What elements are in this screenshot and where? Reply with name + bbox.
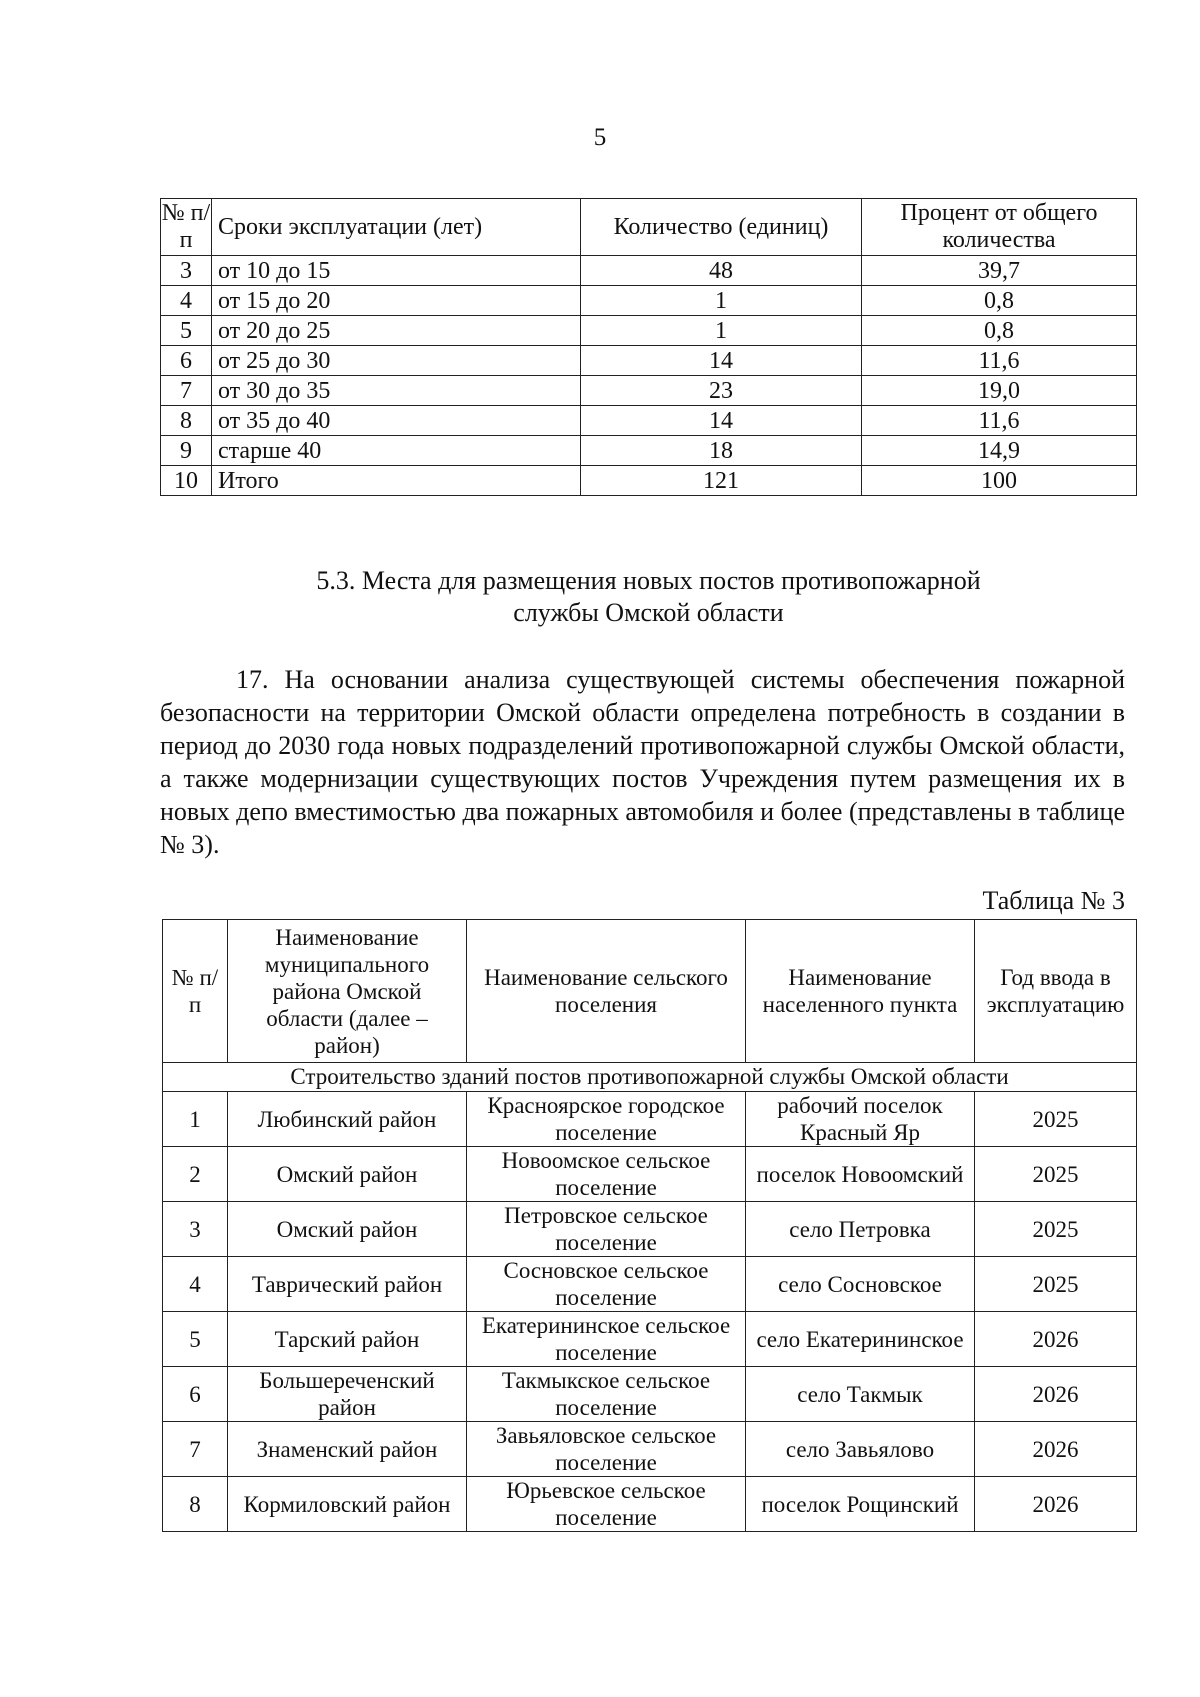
cell-settlement: Красноярское городское поселение [467,1092,746,1147]
cell-num: 7 [163,1422,228,1477]
service-life-table [160,198,1137,496]
new-posts-table [162,919,1137,1532]
cell-year: 2025 [975,1257,1137,1312]
cell-qty: 18 [581,436,862,466]
table-row [163,1312,1137,1367]
cell-qty: 14 [581,346,862,376]
cell-qty: 23 [581,376,862,406]
table-row [163,1477,1137,1532]
cell-num: 1 [163,1092,228,1147]
cell-qty: 1 [581,316,862,346]
cell-num: 7 [161,376,212,406]
cell-num: 6 [161,346,212,376]
cell-term: старше 40 [212,436,581,466]
cell-term: Итого [212,466,581,496]
body-paragraph: 17. На основании анализа существующей системы обеспечения пожарной безопасности на территории Омской области определена потребность в создании в период до 2030 года новых подразделений противопожарной службы Омской области, а также модернизации существующих постов Учреждения путем размещения их в новых депо вместимостью два пожарных автомобиля и более (представлены в таблице № 3). [160,665,1125,859]
table-row [163,1422,1137,1477]
cell-year: 2025 [975,1202,1137,1257]
cell-year: 2026 [975,1422,1137,1477]
cell-num: 4 [163,1257,228,1312]
cell-num: 9 [161,436,212,466]
cell-num: 8 [161,406,212,436]
header-place: Наименование населенного пункта [746,920,975,1063]
header-district: Наименование муниципального района Омской области (далее – район) [228,920,467,1063]
cell-num: 2 [163,1147,228,1202]
cell-num: 8 [163,1477,228,1532]
header-qty: Количество (единиц) [581,199,862,256]
cell-year: 2025 [975,1092,1137,1147]
cell-num: 5 [161,316,212,346]
section-title: Строительство зданий постов противопожарной службы Омской области [163,1063,1137,1092]
cell-district: Омский район [228,1202,467,1257]
table-caption: Таблица № 3 [982,886,1125,915]
cell-pct: 11,6 [862,406,1137,436]
cell-district: Таврический район [228,1257,467,1312]
table-row [161,316,1137,346]
table-row [161,376,1137,406]
cell-district: Большереченский район [228,1367,467,1422]
cell-qty: 48 [581,256,862,286]
cell-place: поселок Рощинский [746,1477,975,1532]
cell-num: 3 [161,256,212,286]
page-number: 5 [593,124,607,151]
section-heading-line1: 5.3. Места для размещения новых постов противопожарной [316,566,981,595]
cell-settlement: Такмыкское сельское поселение [467,1367,746,1422]
cell-year: 2026 [975,1477,1137,1532]
cell-settlement: Завьяловское сельское поселение [467,1422,746,1477]
cell-place: рабочий поселок Красный Яр [746,1092,975,1147]
cell-pct: 0,8 [862,316,1137,346]
cell-district: Любинский район [228,1092,467,1147]
cell-num: 10 [161,466,212,496]
cell-num: 5 [163,1312,228,1367]
table-row [161,256,1137,286]
cell-pct: 0,8 [862,286,1137,316]
header-pct: Процент от общего количества [862,199,1137,256]
table-row [161,436,1137,466]
cell-district: Знаменский район [228,1422,467,1477]
cell-pct: 39,7 [862,256,1137,286]
cell-qty: 1 [581,286,862,316]
cell-term: от 25 до 30 [212,346,581,376]
cell-qty: 121 [581,466,862,496]
cell-term: от 30 до 35 [212,376,581,406]
cell-year: 2025 [975,1147,1137,1202]
cell-num: 6 [163,1367,228,1422]
cell-num: 3 [163,1202,228,1257]
header-year: Год ввода в эксплуатацию [975,920,1137,1063]
cell-term: от 10 до 15 [212,256,581,286]
table-row [163,1367,1137,1422]
cell-term: от 15 до 20 [212,286,581,316]
cell-year: 2026 [975,1367,1137,1422]
cell-place: село Такмык [746,1367,975,1422]
header-num: № п/п [163,920,228,1063]
cell-place: село Завьялово [746,1422,975,1477]
cell-settlement: Екатерининское сельское поселение [467,1312,746,1367]
cell-place: село Екатерининское [746,1312,975,1367]
cell-place: село Сосновское [746,1257,975,1312]
table-section-row [163,1063,1137,1092]
cell-settlement: Петровское сельское поселение [467,1202,746,1257]
table-row [163,1257,1137,1312]
table-row [161,406,1137,436]
cell-qty: 14 [581,406,862,436]
table-row [161,286,1137,316]
table-header-row [163,920,1137,1063]
cell-pct: 11,6 [862,346,1137,376]
table-row-total [161,466,1137,496]
section-heading [160,565,1137,629]
header-settlement: Наименование сельского поселения [467,920,746,1063]
table-row [163,1147,1137,1202]
section-heading-line2: службы Омской области [513,598,784,627]
table-row [161,346,1137,376]
cell-settlement: Юрьевское сельское поселение [467,1477,746,1532]
cell-year: 2026 [975,1312,1137,1367]
cell-place: поселок Новоомский [746,1147,975,1202]
cell-place: село Петровка [746,1202,975,1257]
table-row [163,1202,1137,1257]
table-header-row [161,199,1137,256]
cell-pct: 19,0 [862,376,1137,406]
header-term: Сроки эксплуатации (лет) [212,199,581,256]
header-num: № п/п [161,199,212,256]
cell-district: Омский район [228,1147,467,1202]
cell-pct: 100 [862,466,1137,496]
cell-settlement: Новоомское сельское поселение [467,1147,746,1202]
cell-district: Тарский район [228,1312,467,1367]
cell-term: от 20 до 25 [212,316,581,346]
cell-pct: 14,9 [862,436,1137,466]
cell-district: Кормиловский район [228,1477,467,1532]
cell-num: 4 [161,286,212,316]
cell-term: от 35 до 40 [212,406,581,436]
cell-settlement: Сосновское сельское поселение [467,1257,746,1312]
table-row [163,1092,1137,1147]
